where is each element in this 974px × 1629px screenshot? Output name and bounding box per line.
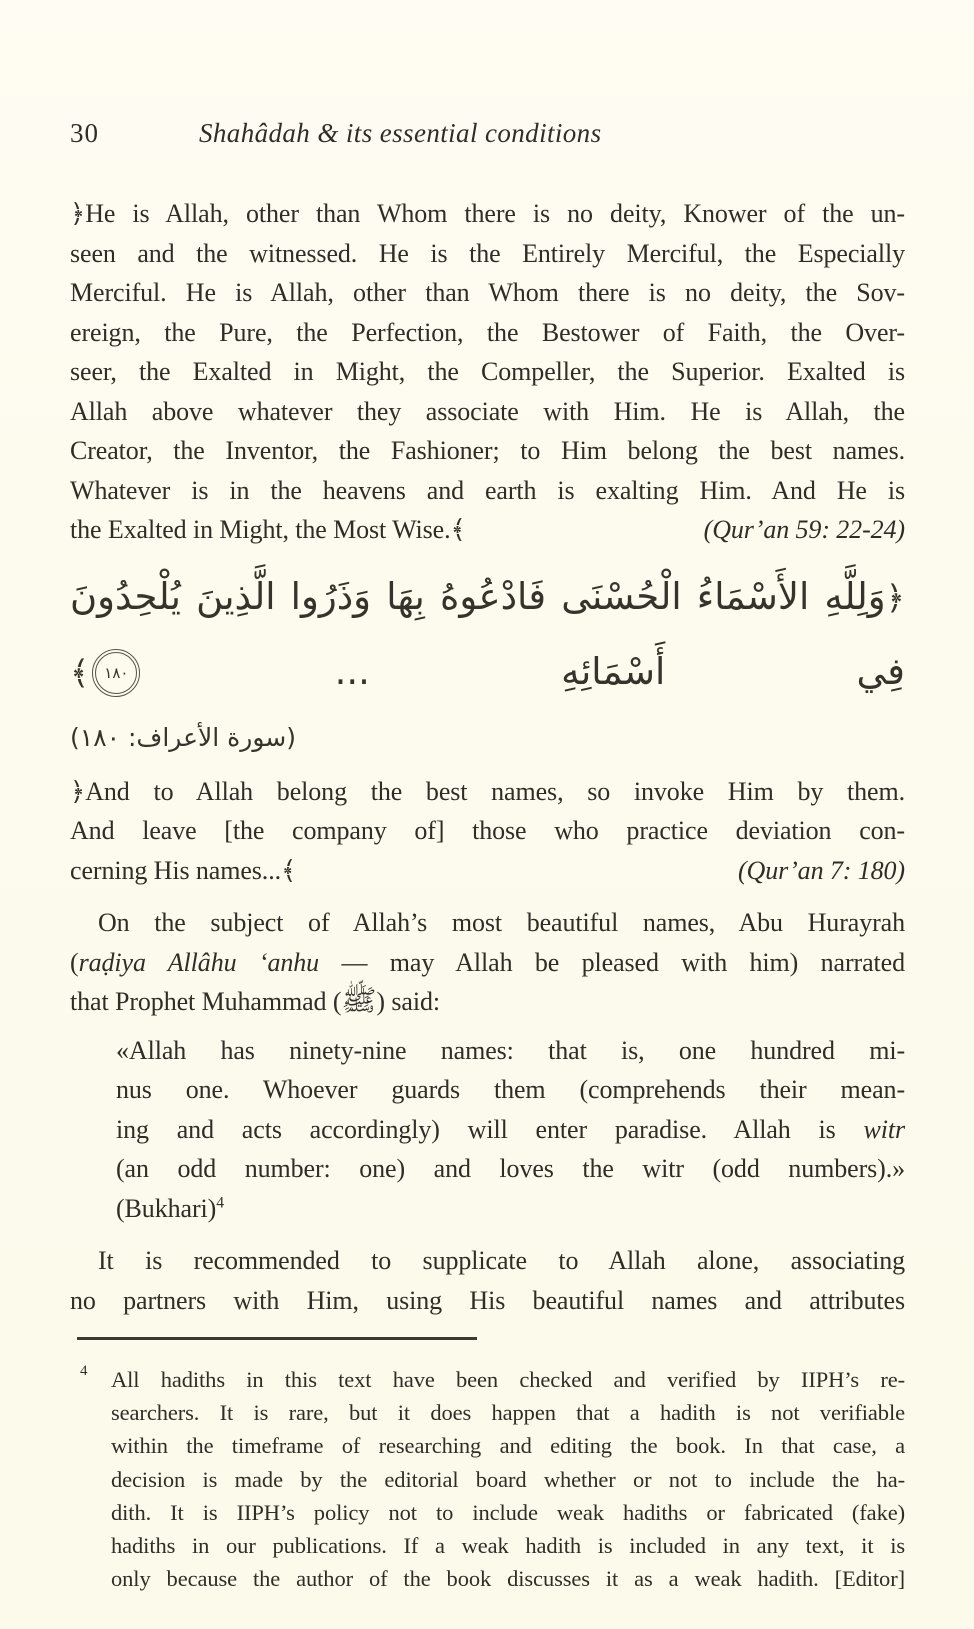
footnote-rule: [77, 1337, 477, 1340]
text-segment: Creator, the Inventor, the Fashioner; to Him belong the best names.: [70, 436, 905, 465]
text-segment: decision is made by the editorial board whether or not to include the ha-: [111, 1466, 905, 1492]
page-number: 30: [70, 118, 99, 148]
text-line: [111, 1463, 905, 1496]
text-segment: Whatever is in the heavens and earth is exalting Him. And He is: [70, 475, 905, 505]
quran-citation: (Qur’an 59: 22-24): [703, 515, 905, 544]
arabic-verse-text: وَلِلَّهِ الأَسْمَاءُ الْحُسْنَى فَادْعُوهُ بِهَا وَذَرُوا الَّذِينَ يُلْحِدُونَ فِي أَسْمَائِهِ: [70, 574, 905, 693]
text-line: [111, 1496, 905, 1529]
text-line: [111, 1562, 905, 1595]
text-segment: witr: [863, 1114, 905, 1144]
verse-medallion-icon: ١٨٠: [95, 652, 137, 694]
text-segment: seer, the Exalted in Might, the Compeller, the Superior. Exalted is: [70, 357, 905, 386]
text-line: [116, 1070, 905, 1110]
text-segment: ...: [143, 649, 562, 693]
text-line: [70, 943, 905, 983]
text-segment: ﴿And to Allah belong the best names, so invoke Him by them.: [70, 776, 905, 806]
narration-intro: [70, 903, 905, 1022]
text-line: [70, 903, 905, 943]
quran-quote-7-180: [70, 772, 905, 891]
hadith-quote: [70, 1031, 905, 1229]
text-segment: ﴿He is Allah, other than Whom there is no deity, Knower of the un-: [70, 199, 905, 228]
text-line: [116, 1189, 905, 1229]
text-segment: «Allah has ninety-nine names: that is, one hundred mi-: [116, 1035, 905, 1065]
text-line: [70, 772, 905, 812]
text-segment: (an odd number: one) and loves the witr (odd numbers).»: [116, 1154, 905, 1183]
quote-end-text: the Exalted in Might, the Most Wise.﴾: [70, 515, 466, 544]
text-line: [70, 313, 905, 353]
text-line: [116, 1031, 905, 1071]
honorific-symbol: ﷺ: [341, 983, 377, 1017]
text-segment: On the subject of Allah’s most beautiful names, Abu Hurayrah: [98, 908, 905, 937]
text-segment: ) said:: [376, 987, 440, 1016]
text-segment: All hadiths in this text have been checked and verified by IIPH’s re-: [111, 1367, 905, 1392]
text-segment: (: [70, 947, 79, 977]
text-line: [70, 392, 905, 432]
text-line: [70, 273, 905, 313]
ornate-open-icon: ﴿: [885, 577, 905, 617]
text-segment: seen and the witnessed. He is the Entirely Merciful, the Especially: [70, 238, 905, 268]
text-segment: 4: [216, 1193, 224, 1211]
quran-arabic-7-180: [70, 560, 905, 710]
quote-end-line: [70, 510, 905, 550]
text-line: [70, 811, 905, 851]
text-line: [70, 1281, 905, 1321]
text-segment: hadiths in our publications. If a weak hadith is included in any text, it is: [111, 1532, 905, 1558]
closing-paragraph: [70, 1241, 905, 1320]
quran-citation: (Qur’an 7: 180): [738, 855, 905, 885]
text-segment: that Prophet Muhammad (: [70, 987, 342, 1016]
quote-end-line: [70, 851, 905, 891]
text-segment: It is recommended to supplicate to Allah alone, associating: [98, 1246, 905, 1275]
text-segment: only because the author of the book discusses it as a weak hadith. [Editor]: [111, 1566, 905, 1592]
text-segment: Allah above whatever they associate with Him. He is Allah, the: [70, 396, 905, 426]
text-line: [70, 234, 905, 274]
text-segment: Merciful. He is Allah, other than Whom there is no deity, the Sov-: [70, 278, 905, 307]
text-segment: searchers. It is rare, but it does happen that a hadith is not verifiable: [111, 1400, 905, 1426]
quote-end-text: cerning His names...﴾: [70, 855, 297, 885]
text-line: [70, 194, 905, 234]
text-segment: ereign, the Pure, the Perfection, the Bestower of Faith, the Over-: [70, 317, 905, 347]
text-segment: nus one. Whoever guards them (comprehends their mean-: [116, 1075, 905, 1104]
text-line: [111, 1363, 905, 1396]
text-line: [116, 1110, 905, 1150]
content-area: [70, 194, 905, 1320]
text-segment: (Bukhari): [116, 1193, 217, 1223]
text-line: [70, 352, 905, 392]
text-line: [70, 1241, 905, 1281]
footnote-marker: 4: [80, 1363, 88, 1379]
page-header: [70, 116, 905, 150]
text-line: [116, 1149, 905, 1189]
footnote-text: [111, 1363, 905, 1595]
text-segment: no partners with Him, using His beautiful names and attributes: [70, 1285, 905, 1315]
text-line: [111, 1396, 905, 1429]
text-line: [111, 1529, 905, 1562]
text-line: [70, 982, 905, 1022]
quran-quote-59-22-24: [70, 194, 905, 550]
text-segment: raḍiya Allâhu ‘anhu: [78, 947, 320, 977]
text-line: [70, 431, 905, 471]
surah-reference: [70, 719, 905, 756]
text-line: [111, 1429, 905, 1462]
text-line: [70, 471, 905, 511]
text-segment: And leave [the company of] those who practice deviation con-: [70, 816, 905, 845]
text-segment: dith. It is IIPH’s policy not to include weak hadiths or fabricated (fake): [111, 1499, 905, 1525]
text-segment: — may Allah be pleased with him) narrated: [319, 947, 905, 977]
text-segment: ing and acts accordingly) will enter paradise. Allah is: [116, 1114, 864, 1144]
text-segment: within the timeframe of researching and editing the book. In that case, a: [111, 1433, 905, 1459]
footnote: [70, 1363, 905, 1595]
chapter-title: Shahâdah & its essential conditions: [199, 118, 602, 148]
ornate-close-icon: ﴾: [70, 652, 90, 692]
surah-reference-text: (سورة الأعراف: ١٨٠): [70, 722, 296, 752]
